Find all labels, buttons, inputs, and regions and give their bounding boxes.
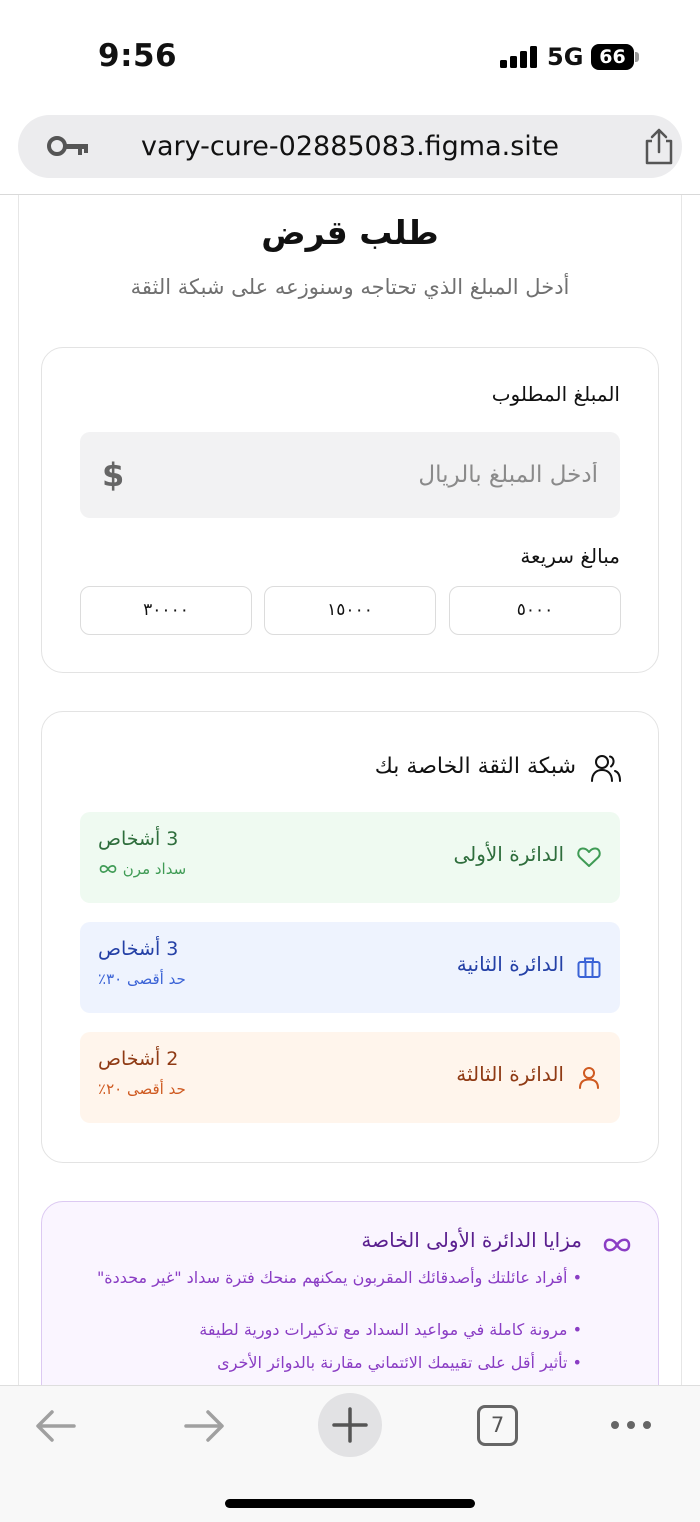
circle-count: 3 أشخاص [98, 828, 179, 850]
more-icon[interactable] [608, 1415, 654, 1435]
quick-amounts-label: مبالغ سريعة [520, 544, 620, 568]
circle-count: 3 أشخاص [98, 938, 179, 960]
status-time: 9:56 [98, 38, 178, 74]
dollar-icon: $ [102, 456, 125, 494]
circle-note: حد أقصى ٢٠٪ [98, 1080, 186, 1098]
benefit-item: • أفراد عائلتك وأصدقائك المقربون يمكنهم منحك فترة سداد "غير محددة" [96, 1268, 582, 1287]
page-content [0, 195, 700, 1385]
circle-count: 2 أشخاص [98, 1048, 179, 1070]
circle-note [98, 860, 186, 878]
note-text: سداد مرن [122, 860, 187, 878]
user-icon [576, 1064, 602, 1090]
quick-amount-30000-button[interactable]: ٣٠٠٠٠ [80, 586, 252, 635]
trust-network-card [41, 711, 659, 1163]
briefcase-icon [576, 954, 602, 980]
circle-first[interactable] [80, 812, 620, 903]
quick-amount-15000-button[interactable]: ١٥٠٠٠ [264, 586, 436, 635]
page-title: طلب قرض [261, 213, 439, 252]
battery-nub [635, 52, 639, 62]
signal-icon [500, 46, 538, 68]
page-edge-right [681, 195, 682, 1385]
address-bar[interactable] [18, 115, 682, 178]
share-icon[interactable] [640, 127, 678, 167]
battery-icon: 66 [591, 44, 634, 70]
url-text[interactable]: vary-cure-02885083.figma.site [140, 131, 560, 162]
benefits-title: مزايا الدائرة الأولى الخاصة [361, 1228, 582, 1252]
circle-note: حد أقصى ٣٠٪ [98, 970, 186, 988]
trust-network-title: شبكة الثقة الخاصة بك [374, 754, 576, 779]
amount-label: المبلغ المطلوب [491, 382, 620, 406]
first-circle-benefits-card [41, 1201, 659, 1385]
infinity-icon [602, 1236, 632, 1254]
forward-arrow-icon[interactable] [182, 1406, 226, 1446]
circle-name: الدائرة الأولى [453, 842, 564, 866]
circle-name: الدائرة الثالثة [456, 1062, 564, 1086]
infinity-icon [98, 864, 118, 874]
page-edge-left [18, 195, 19, 1385]
circle-name: الدائرة الثانية [456, 952, 564, 976]
plus-icon [318, 1393, 382, 1457]
benefit-item: • مرونة كاملة في مواعيد السداد مع تذكيرات دورية لطيفة [199, 1320, 582, 1339]
circle-third[interactable] [80, 1032, 620, 1123]
benefit-item: • تأثير أقل على تقييمك الائتماني مقارنة بالدوائر الأخرى [217, 1353, 582, 1372]
amount-input[interactable] [80, 432, 620, 518]
tabs-button[interactable]: 7 [477, 1405, 518, 1446]
browser-toolbar [0, 1385, 700, 1522]
circle-second[interactable] [80, 922, 620, 1013]
status-bar [0, 0, 700, 110]
quick-amount-5000-button[interactable]: ٥٠٠٠ [449, 586, 621, 635]
loan-amount-card [41, 347, 659, 673]
back-arrow-icon[interactable] [34, 1406, 78, 1446]
page-subtitle: أدخل المبلغ الذي تحتاجه وسنوزعه على شبكة الثقة [130, 275, 570, 299]
users-icon [590, 752, 622, 784]
heart-icon [576, 844, 602, 870]
home-indicator [225, 1499, 475, 1508]
new-tab-button[interactable] [318, 1393, 382, 1457]
network-type: 5G [547, 43, 584, 71]
